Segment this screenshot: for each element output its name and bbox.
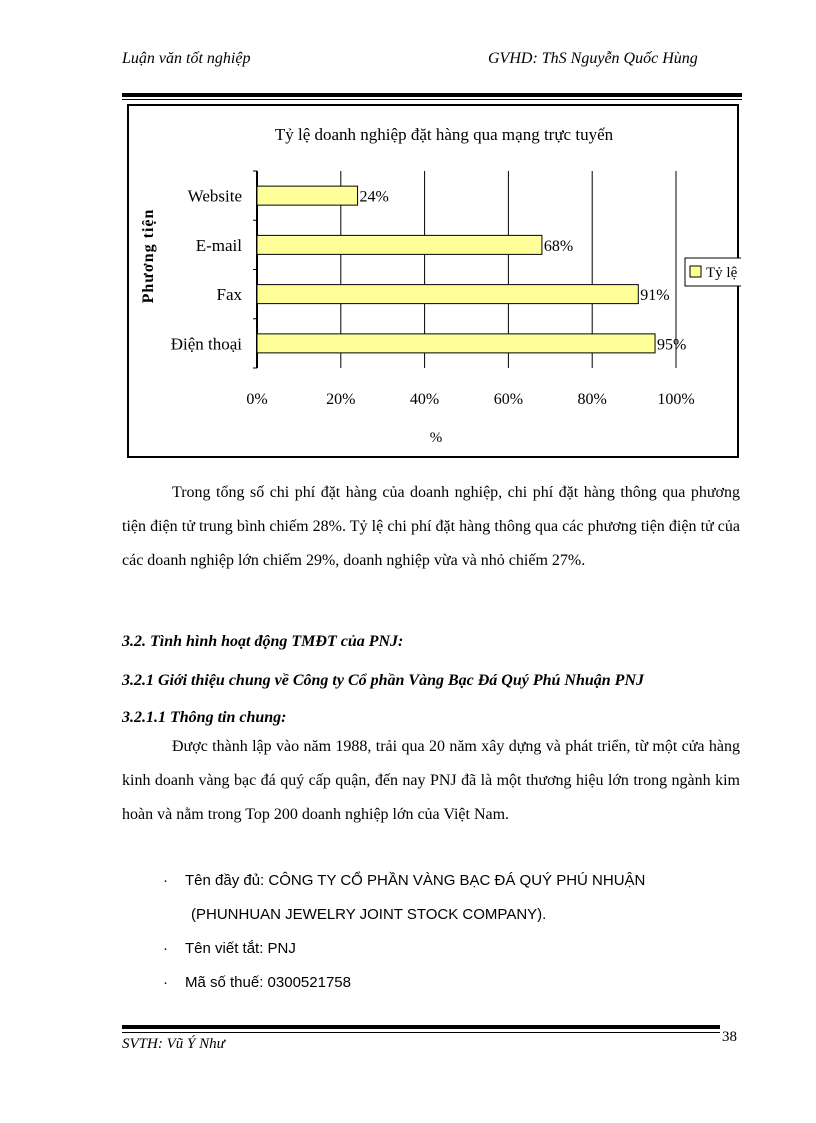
bullet-tax-code (163, 974, 743, 991)
footer-rule-thin (122, 1032, 720, 1033)
data-label: 68% (543, 237, 574, 255)
bar (257, 334, 655, 353)
bullet-full-name (163, 872, 743, 889)
chart-title: Tỷ lệ doanh nghiệp đặt hàng qua mạng trực tuyến (274, 125, 614, 144)
x-tick-label: 60% (493, 391, 524, 408)
footer-rule-thick (122, 1025, 720, 1029)
x-tick-label: 80% (577, 391, 607, 408)
bar (257, 235, 542, 254)
data-label: 91% (640, 287, 670, 305)
category-label: Website (187, 186, 242, 206)
legend-swatch (690, 266, 701, 277)
heading-section-3-2: 3.2. Tình hình hoạt động TMĐT của PNJ: (122, 633, 404, 650)
x-tick-label: 20% (326, 391, 356, 408)
heading-section-3-2-1: 3.2.1 Giới thiệu chung về Công ty Cổ phần Vàng Bạc Đá Quý Phú Nhuận PNJ (122, 672, 645, 689)
bullet-short-name-text: Tên viết tắt: PNJ (185, 940, 296, 957)
bars (257, 186, 655, 353)
legend (685, 258, 741, 286)
page-number: 38 (722, 1029, 737, 1045)
bullet-dot: · (163, 974, 168, 991)
data-label: 95% (657, 336, 687, 354)
bar-chart (129, 106, 741, 460)
paragraph-cost-text: Trong tổng số chi phí đặt hàng của doanh nghiệp, chi phí đặt hàng thông qua phương tiện điện tử trung bình chiếm 28%. Tỷ lệ chi phí đặt hàng thông qua các phương tiện điện tử của các doanh nghiệp lớn chiếm 29%, doanh nghiệp vừa và nhỏ chiếm 27%. (122, 484, 740, 569)
header-rule-thick (122, 93, 742, 97)
data-label: 24% (359, 188, 389, 206)
bullet-short-name (163, 940, 743, 957)
category-label: Điện thoại (170, 334, 242, 354)
legend-label: Tỷ lệ (706, 265, 738, 281)
bullet-dot: · (163, 872, 168, 889)
category-label: Fax (216, 285, 242, 305)
y-axis-title: Phương tiện (140, 208, 157, 304)
header-left: Luận văn tốt nghiệp (122, 50, 251, 67)
x-tick-label: 40% (409, 391, 440, 408)
chart-frame (127, 104, 739, 458)
bullet-tax-code-text: Mã số thuế: 0300521758 (185, 974, 351, 991)
header-rule-thin (122, 99, 742, 100)
footer-author: SVTH: Vũ Ý Như (122, 1036, 225, 1052)
paragraph-history-text: Được thành lập vào năm 1988, trải qua 20 năm xây dựng và phát triển, từ một cửa hàng kinh doanh vàng bạc đá quý cấp quận, đến nay PNJ đã là một thương hiệu lớn trong ngành kim hoàn và nằm trong Top 200 doanh nghiệp lớn của Việt Nam. (122, 738, 740, 823)
x-tick-label: 0% (246, 391, 268, 408)
paragraph-history (122, 730, 740, 832)
x-axis-title: % (429, 430, 443, 446)
bullet-full-name-text: Tên đầy đủ: CÔNG TY CỔ PHẦN VÀNG BẠC ĐÁ QUÝ PHÚ NHUẬN (185, 872, 646, 889)
heading-section-3-2-1-1: 3.2.1.1 Thông tin chung: (122, 709, 287, 726)
bullet-dot: · (163, 940, 168, 957)
bullet-full-name-english: (PHUNHUAN JEWELRY JOINT STOCK COMPANY). (191, 906, 547, 923)
header-right: GVHD: ThS Nguyễn Quốc Hùng (488, 50, 698, 67)
category-label: E-mail (195, 235, 242, 255)
paragraph-cost (122, 476, 740, 578)
bar (257, 186, 358, 205)
bar (257, 285, 638, 304)
x-tick-label: 100% (657, 391, 695, 408)
